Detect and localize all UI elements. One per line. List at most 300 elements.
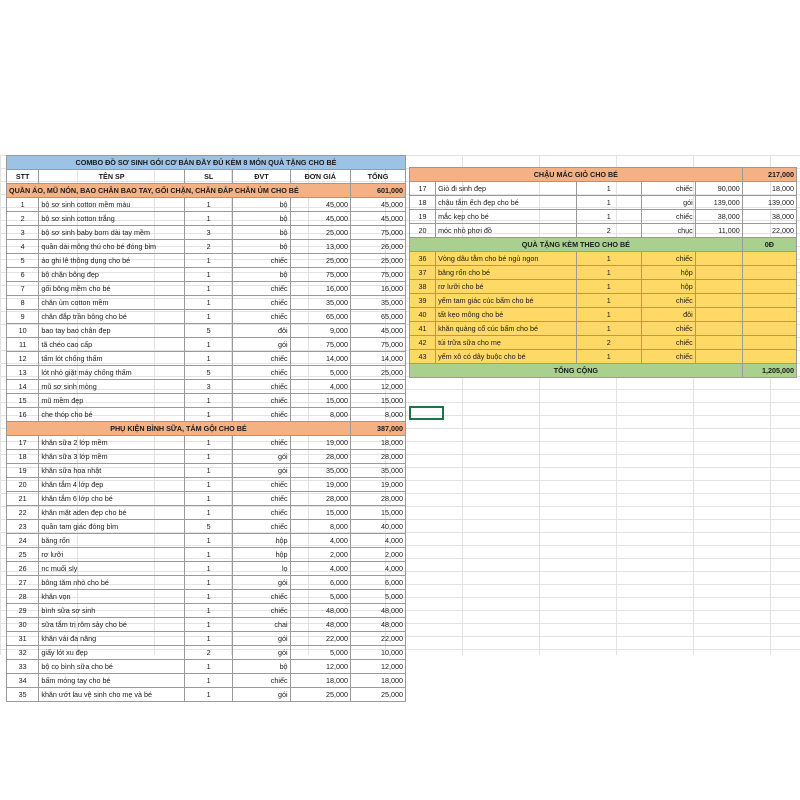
cell-price[interactable]: 2,000 [290, 548, 350, 562]
cell-total[interactable] [742, 350, 796, 364]
cell-qty[interactable]: 1 [576, 294, 641, 308]
cell-unit[interactable]: chiếc [233, 282, 290, 296]
cell-price[interactable]: 139,000 [695, 196, 742, 210]
cell-stt[interactable]: 31 [7, 632, 39, 646]
cell-price[interactable]: 25,000 [290, 254, 350, 268]
cell-name[interactable]: bình sữa sơ sinh [39, 604, 185, 618]
cell-qty[interactable]: 1 [184, 534, 233, 548]
cell-total[interactable]: 25,000 [350, 254, 405, 268]
cell-unit[interactable]: chiếc [233, 394, 290, 408]
table-row[interactable] [7, 534, 406, 548]
cell-total[interactable]: 48,000 [350, 604, 405, 618]
cell-price[interactable]: 90,000 [695, 182, 742, 196]
cell-name[interactable]: bộ cọ bình sữa cho bé [39, 660, 185, 674]
cell-price[interactable]: 25,000 [290, 688, 350, 702]
cell-stt[interactable]: 13 [7, 366, 39, 380]
cell-total[interactable] [742, 252, 796, 266]
cell-price[interactable]: 15,000 [290, 394, 350, 408]
gift-row[interactable] [410, 252, 797, 266]
cell-stt[interactable]: 22 [7, 506, 39, 520]
cell-stt[interactable]: 37 [410, 266, 436, 280]
cell-qty[interactable]: 1 [184, 688, 233, 702]
cell-stt[interactable]: 27 [7, 576, 39, 590]
cell-unit[interactable]: chai [233, 618, 290, 632]
cell-qty[interactable]: 1 [184, 198, 233, 212]
cell-name[interactable]: bao tay bao chân đẹp [39, 324, 185, 338]
gift-row[interactable] [410, 308, 797, 322]
cell-total[interactable] [742, 294, 796, 308]
cell-name[interactable]: khăn tắm 6 lớp cho bé [39, 492, 185, 506]
cell-total[interactable]: 19,000 [350, 478, 405, 492]
cell-name[interactable]: tất kẹo mông cho bé [436, 308, 577, 322]
cell-unit[interactable]: chiếc [233, 520, 290, 534]
cell-stt[interactable]: 16 [7, 408, 39, 422]
table-row[interactable] [7, 198, 406, 212]
table-row[interactable] [7, 576, 406, 590]
cell-qty[interactable]: 3 [184, 380, 233, 394]
cell-unit[interactable]: chiếc [233, 674, 290, 688]
cell-total[interactable]: 4,000 [350, 562, 405, 576]
cell-total[interactable]: 48,000 [350, 618, 405, 632]
cell-price[interactable] [695, 308, 742, 322]
table-row[interactable] [7, 478, 406, 492]
cell-name[interactable]: bông tăm nhỏ cho bé [39, 576, 185, 590]
cell-total[interactable]: 38,000 [742, 210, 796, 224]
cell-qty[interactable]: 1 [184, 618, 233, 632]
cell-total[interactable]: 15,000 [350, 394, 405, 408]
cell-qty[interactable]: 5 [184, 520, 233, 534]
cell-total[interactable]: 28,000 [350, 450, 405, 464]
cell-qty[interactable]: 1 [184, 632, 233, 646]
cell-stt[interactable]: 17 [410, 182, 436, 196]
cell-stt[interactable]: 42 [410, 336, 436, 350]
cell-stt[interactable]: 23 [7, 520, 39, 534]
cell-qty[interactable]: 1 [184, 408, 233, 422]
cell-name[interactable]: khăn sữa 3 lớp mềm [39, 450, 185, 464]
cell-unit[interactable]: đôi [641, 308, 695, 322]
cell-name[interactable]: quần tam giác đóng bỉm [39, 520, 185, 534]
cell-total[interactable]: 75,000 [350, 268, 405, 282]
cell-name[interactable]: khăn quàng cổ cúc bấm cho bé [436, 322, 577, 336]
cell-unit[interactable]: chiếc [233, 506, 290, 520]
cell-unit[interactable]: bộ [233, 660, 290, 674]
table-row[interactable] [7, 590, 406, 604]
cell-total[interactable]: 139,000 [742, 196, 796, 210]
cell-price[interactable]: 4,000 [290, 380, 350, 394]
cell-unit[interactable]: gói [233, 646, 290, 660]
cell-name[interactable]: tã chéo cao cấp [39, 338, 185, 352]
cell-unit[interactable]: chiếc [233, 352, 290, 366]
table-row[interactable] [410, 182, 797, 196]
cell-stt[interactable]: 19 [410, 210, 436, 224]
cell-qty[interactable]: 1 [184, 604, 233, 618]
cell-qty[interactable]: 1 [576, 196, 641, 210]
cell-qty[interactable]: 1 [576, 182, 641, 196]
cell-name[interactable]: bộ chặn bông đẹp [39, 268, 185, 282]
cell-unit[interactable]: chiếc [233, 366, 290, 380]
cell-total[interactable]: 35,000 [350, 296, 405, 310]
cell-qty[interactable]: 1 [576, 252, 641, 266]
cell-qty[interactable]: 2 [184, 240, 233, 254]
cell-qty[interactable]: 1 [184, 562, 233, 576]
table-row[interactable] [7, 338, 406, 352]
cell-total[interactable]: 45,000 [350, 212, 405, 226]
cell-price[interactable]: 25,000 [290, 226, 350, 240]
cell-qty[interactable]: 1 [184, 506, 233, 520]
cell-total[interactable] [742, 322, 796, 336]
cell-name[interactable]: chăn đắp trần bông cho bé [39, 310, 185, 324]
cell-price[interactable] [695, 266, 742, 280]
cell-name[interactable]: quần dài mông thú cho bé đóng bỉm [39, 240, 185, 254]
cell-stt[interactable]: 30 [7, 618, 39, 632]
cell-qty[interactable]: 1 [184, 352, 233, 366]
cell-qty[interactable]: 2 [184, 646, 233, 660]
cell-unit[interactable]: gói [233, 576, 290, 590]
cell-unit[interactable]: gói [233, 338, 290, 352]
cell-price[interactable]: 9,000 [290, 324, 350, 338]
table-row[interactable] [410, 224, 797, 238]
table-row[interactable] [7, 688, 406, 702]
table-row[interactable] [7, 296, 406, 310]
cell-qty[interactable]: 1 [184, 296, 233, 310]
cell-stt[interactable]: 43 [410, 350, 436, 364]
cell-total[interactable]: 35,000 [350, 464, 405, 478]
cell-stt[interactable]: 36 [410, 252, 436, 266]
cell-qty[interactable]: 1 [184, 268, 233, 282]
cell-name[interactable]: khăn sữa 2 lớp mềm [39, 436, 185, 450]
cell-price[interactable] [695, 322, 742, 336]
gift-row[interactable] [410, 350, 797, 364]
cell-stt[interactable]: 24 [7, 534, 39, 548]
cell-qty[interactable]: 1 [184, 590, 233, 604]
cell-name[interactable]: giấy lót xu đẹp [39, 646, 185, 660]
cell-stt[interactable]: 38 [410, 280, 436, 294]
cell-total[interactable]: 28,000 [350, 492, 405, 506]
cell-unit[interactable]: hộp [641, 266, 695, 280]
cell-name[interactable]: khăn vải đa năng [39, 632, 185, 646]
cell-total[interactable]: 40,000 [350, 520, 405, 534]
cell-unit[interactable]: chục [641, 224, 695, 238]
cell-name[interactable]: gối bông mềm cho bé [39, 282, 185, 296]
cell-qty[interactable]: 1 [184, 310, 233, 324]
cell-unit[interactable]: chiếc [641, 210, 695, 224]
cell-name[interactable]: rơ lưỡi cho bé [436, 280, 577, 294]
cell-total[interactable] [742, 266, 796, 280]
cell-unit[interactable]: chiếc [233, 436, 290, 450]
cell-qty[interactable]: 1 [184, 282, 233, 296]
cell-name[interactable]: khăn ướt lau vệ sinh cho mẹ và bé [39, 688, 185, 702]
cell-total[interactable]: 2,000 [350, 548, 405, 562]
cell-name[interactable]: Vòng dâu tằm cho bé ngủ ngon [436, 252, 577, 266]
cell-stt[interactable]: 2 [7, 212, 39, 226]
cell-total[interactable]: 65,000 [350, 310, 405, 324]
cell-name[interactable]: chăn ủm cotton mềm [39, 296, 185, 310]
cell-price[interactable]: 48,000 [290, 618, 350, 632]
cell-qty[interactable]: 1 [576, 308, 641, 322]
cell-name[interactable]: móc nhỏ phơi đồ [436, 224, 577, 238]
cell-unit[interactable]: gói [233, 632, 290, 646]
cell-qty[interactable]: 1 [184, 492, 233, 506]
cell-name[interactable]: khăn sữa hoa nhật [39, 464, 185, 478]
cell-unit[interactable]: chiếc [233, 310, 290, 324]
cell-name[interactable]: bộ sơ sinh cotton mềm màu [39, 198, 185, 212]
cell-price[interactable]: 4,000 [290, 534, 350, 548]
cell-stt[interactable]: 19 [7, 464, 39, 478]
cell-name[interactable]: băng rốn cho bé [436, 266, 577, 280]
cell-name[interactable]: mũ mềm đẹp [39, 394, 185, 408]
table-row[interactable] [7, 352, 406, 366]
cell-qty[interactable]: 1 [184, 394, 233, 408]
cell-total[interactable]: 25,000 [350, 688, 405, 702]
cell-total[interactable]: 18,000 [350, 674, 405, 688]
cell-name[interactable]: tấm lót chống thấm [39, 352, 185, 366]
cell-stt[interactable]: 40 [410, 308, 436, 322]
cell-price[interactable]: 28,000 [290, 492, 350, 506]
cell-unit[interactable]: lọ [233, 562, 290, 576]
cell-unit[interactable]: chiếc [233, 590, 290, 604]
cell-stt[interactable]: 39 [410, 294, 436, 308]
cell-stt[interactable]: 35 [7, 688, 39, 702]
cell-qty[interactable]: 1 [576, 280, 641, 294]
cell-unit[interactable]: bộ [233, 198, 290, 212]
cell-unit[interactable]: chiếc [233, 380, 290, 394]
table-row[interactable] [7, 506, 406, 520]
cell-qty[interactable]: 1 [576, 210, 641, 224]
cell-qty[interactable]: 2 [576, 224, 641, 238]
cell-total[interactable]: 75,000 [350, 338, 405, 352]
table-row[interactable] [7, 394, 406, 408]
cell-total[interactable]: 15,000 [350, 506, 405, 520]
cell-name[interactable]: băng rốn [39, 534, 185, 548]
table-row[interactable] [7, 212, 406, 226]
cell-price[interactable] [695, 280, 742, 294]
selected-cell[interactable] [409, 406, 444, 420]
cell-qty[interactable]: 1 [184, 450, 233, 464]
table-row[interactable] [7, 492, 406, 506]
cell-total[interactable]: 16,000 [350, 282, 405, 296]
cell-name[interactable]: Giỏ đi sinh đẹp [436, 182, 577, 196]
cell-name[interactable]: bộ sơ sinh cotton trắng [39, 212, 185, 226]
cell-unit[interactable]: chiếc [233, 478, 290, 492]
table-row[interactable] [7, 380, 406, 394]
cell-total[interactable]: 14,000 [350, 352, 405, 366]
table-row[interactable] [7, 226, 406, 240]
cell-price[interactable]: 5,000 [290, 366, 350, 380]
cell-unit[interactable]: gói [233, 450, 290, 464]
cell-unit[interactable]: chiếc [233, 408, 290, 422]
cell-price[interactable]: 38,000 [695, 210, 742, 224]
table-row[interactable] [7, 618, 406, 632]
table-row[interactable] [7, 282, 406, 296]
cell-total[interactable] [742, 280, 796, 294]
cell-stt[interactable]: 7 [7, 282, 39, 296]
table-row[interactable] [7, 660, 406, 674]
cell-qty[interactable]: 1 [576, 322, 641, 336]
cell-stt[interactable]: 34 [7, 674, 39, 688]
cell-qty[interactable]: 1 [576, 350, 641, 364]
cell-total[interactable]: 25,000 [350, 366, 405, 380]
cell-price[interactable]: 16,000 [290, 282, 350, 296]
cell-stt[interactable]: 6 [7, 268, 39, 282]
cell-stt[interactable]: 25 [7, 548, 39, 562]
cell-total[interactable]: 45,000 [350, 198, 405, 212]
cell-stt[interactable]: 41 [410, 322, 436, 336]
cell-total[interactable]: 22,000 [350, 632, 405, 646]
gift-row[interactable] [410, 322, 797, 336]
cell-stt[interactable]: 29 [7, 604, 39, 618]
cell-unit[interactable]: bộ [233, 268, 290, 282]
cell-qty[interactable]: 5 [184, 366, 233, 380]
cell-stt[interactable]: 11 [7, 338, 39, 352]
cell-price[interactable]: 11,000 [695, 224, 742, 238]
cell-price[interactable]: 48,000 [290, 604, 350, 618]
cell-qty[interactable]: 1 [184, 660, 233, 674]
cell-unit[interactable]: gói [233, 464, 290, 478]
cell-unit[interactable]: hộp [233, 534, 290, 548]
cell-name[interactable]: yếm tam giác cúc bấm cho bé [436, 294, 577, 308]
cell-unit[interactable]: chiếc [641, 182, 695, 196]
cell-qty[interactable]: 5 [184, 324, 233, 338]
cell-qty[interactable]: 1 [576, 266, 641, 280]
table-row[interactable] [7, 674, 406, 688]
cell-price[interactable]: 5,000 [290, 646, 350, 660]
cell-price[interactable] [695, 252, 742, 266]
table-row[interactable] [410, 196, 797, 210]
cell-price[interactable]: 13,000 [290, 240, 350, 254]
gift-row[interactable] [410, 336, 797, 350]
cell-unit[interactable]: chiếc [233, 296, 290, 310]
cell-name[interactable]: bộ sơ sinh baby born dài tay mềm [39, 226, 185, 240]
cell-price[interactable] [695, 294, 742, 308]
cell-unit[interactable]: gói [641, 196, 695, 210]
cell-price[interactable]: 12,000 [290, 660, 350, 674]
cell-stt[interactable]: 5 [7, 254, 39, 268]
cell-qty[interactable]: 1 [184, 464, 233, 478]
cell-total[interactable]: 18,000 [350, 436, 405, 450]
gift-row[interactable] [410, 266, 797, 280]
cell-stt[interactable]: 32 [7, 646, 39, 660]
cell-stt[interactable]: 10 [7, 324, 39, 338]
cell-total[interactable]: 12,000 [350, 380, 405, 394]
table-row[interactable] [7, 254, 406, 268]
table-row[interactable] [7, 562, 406, 576]
cell-qty[interactable]: 1 [184, 338, 233, 352]
cell-qty[interactable]: 1 [184, 436, 233, 450]
table-row[interactable] [7, 464, 406, 478]
cell-total[interactable]: 8,000 [350, 408, 405, 422]
table-row[interactable] [7, 366, 406, 380]
cell-unit[interactable]: chiếc [641, 350, 695, 364]
cell-name[interactable]: nc muối sly [39, 562, 185, 576]
cell-qty[interactable]: 1 [184, 576, 233, 590]
cell-stt[interactable]: 21 [7, 492, 39, 506]
cell-total[interactable] [742, 336, 796, 350]
cell-stt[interactable]: 4 [7, 240, 39, 254]
gift-row[interactable] [410, 280, 797, 294]
cell-price[interactable]: 15,000 [290, 506, 350, 520]
cell-stt[interactable]: 3 [7, 226, 39, 240]
cell-unit[interactable]: chiếc [641, 294, 695, 308]
cell-price[interactable]: 6,000 [290, 576, 350, 590]
cell-total[interactable]: 26,000 [350, 240, 405, 254]
cell-price[interactable]: 19,000 [290, 478, 350, 492]
table-row[interactable] [7, 450, 406, 464]
cell-qty[interactable]: 1 [184, 212, 233, 226]
cell-stt[interactable]: 33 [7, 660, 39, 674]
cell-stt[interactable]: 20 [7, 478, 39, 492]
cell-stt[interactable]: 9 [7, 310, 39, 324]
cell-unit[interactable]: chiếc [233, 254, 290, 268]
cell-qty[interactable]: 3 [184, 226, 233, 240]
cell-name[interactable]: lót nhỏ giặt máy chống thấm [39, 366, 185, 380]
table-row[interactable] [7, 310, 406, 324]
cell-stt[interactable]: 1 [7, 198, 39, 212]
cell-unit[interactable]: đôi [233, 324, 290, 338]
table-row[interactable] [7, 268, 406, 282]
cell-total[interactable]: 10,000 [350, 646, 405, 660]
table-row[interactable] [7, 408, 406, 422]
cell-unit[interactable]: chiếc [641, 322, 695, 336]
cell-unit[interactable]: gói [233, 688, 290, 702]
cell-stt[interactable]: 12 [7, 352, 39, 366]
cell-qty[interactable]: 2 [576, 336, 641, 350]
cell-total[interactable]: 18,000 [742, 182, 796, 196]
cell-price[interactable]: 8,000 [290, 408, 350, 422]
table-row[interactable] [7, 632, 406, 646]
table-row[interactable] [7, 646, 406, 660]
table-row[interactable] [7, 548, 406, 562]
cell-stt[interactable]: 14 [7, 380, 39, 394]
cell-name[interactable]: chậu tắm ếch đẹp cho bé [436, 196, 577, 210]
cell-unit[interactable]: bộ [233, 226, 290, 240]
cell-name[interactable]: sữa tắm trị rôm sảy cho bé [39, 618, 185, 632]
cell-price[interactable]: 18,000 [290, 674, 350, 688]
cell-total[interactable]: 12,000 [350, 660, 405, 674]
table-row[interactable] [7, 436, 406, 450]
cell-price[interactable]: 75,000 [290, 268, 350, 282]
cell-stt[interactable]: 28 [7, 590, 39, 604]
cell-total[interactable]: 4,000 [350, 534, 405, 548]
cell-stt[interactable]: 18 [410, 196, 436, 210]
table-row[interactable] [7, 324, 406, 338]
table-row[interactable] [410, 210, 797, 224]
cell-unit[interactable]: chiếc [233, 492, 290, 506]
cell-name[interactable]: túi trữa sữa cho mẹ [436, 336, 577, 350]
cell-price[interactable]: 35,000 [290, 464, 350, 478]
cell-stt[interactable]: 8 [7, 296, 39, 310]
cell-price[interactable]: 28,000 [290, 450, 350, 464]
cell-unit[interactable]: chiếc [641, 252, 695, 266]
table-row[interactable] [7, 240, 406, 254]
cell-qty[interactable]: 1 [184, 254, 233, 268]
cell-name[interactable]: che thóp cho bé [39, 408, 185, 422]
cell-price[interactable]: 35,000 [290, 296, 350, 310]
cell-unit[interactable]: hộp [233, 548, 290, 562]
cell-price[interactable]: 65,000 [290, 310, 350, 324]
cell-unit[interactable]: chiếc [233, 604, 290, 618]
cell-name[interactable]: khăn mặt aden đẹp cho bé [39, 506, 185, 520]
cell-qty[interactable]: 1 [184, 478, 233, 492]
cell-name[interactable]: áo ghi lê thông dụng cho bé [39, 254, 185, 268]
cell-total[interactable]: 22,000 [742, 224, 796, 238]
cell-price[interactable]: 19,000 [290, 436, 350, 450]
cell-total[interactable] [742, 308, 796, 322]
cell-price[interactable]: 4,000 [290, 562, 350, 576]
cell-name[interactable]: khăn vọn [39, 590, 185, 604]
cell-stt[interactable]: 17 [7, 436, 39, 450]
cell-stt[interactable]: 20 [410, 224, 436, 238]
cell-price[interactable]: 45,000 [290, 198, 350, 212]
